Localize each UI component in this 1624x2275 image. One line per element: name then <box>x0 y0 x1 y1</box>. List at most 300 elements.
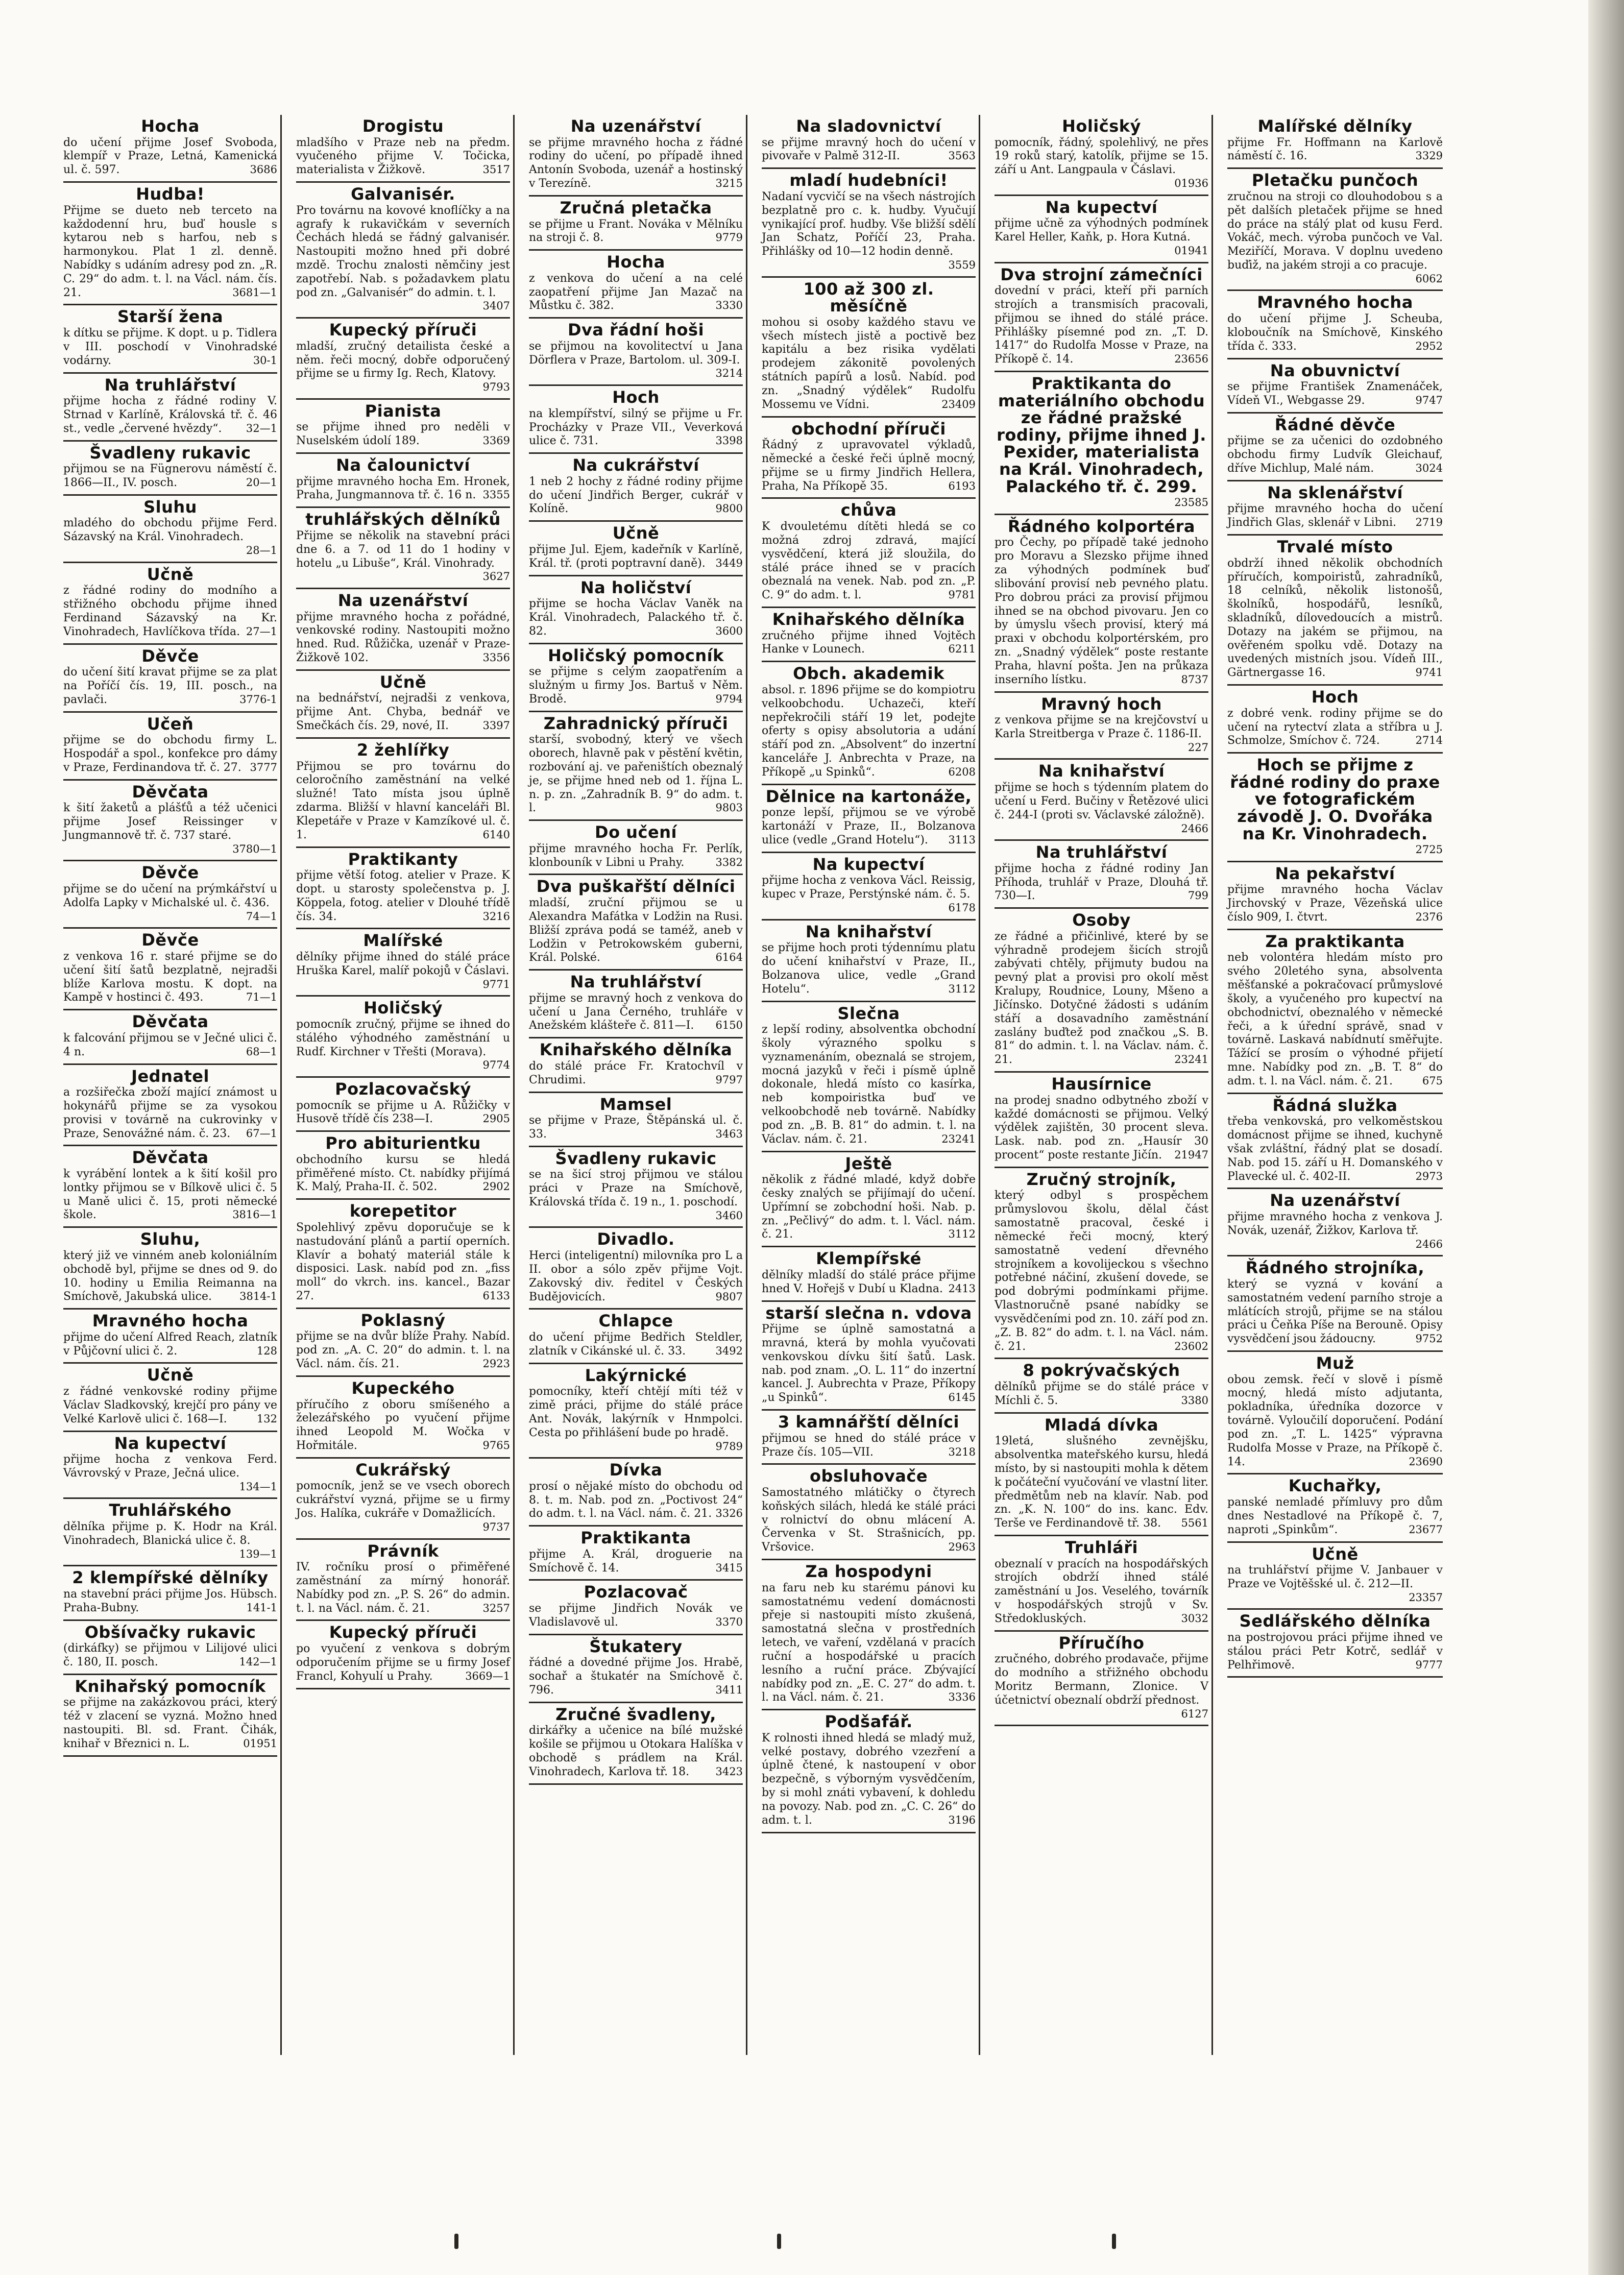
ad-heading: Řádná služka <box>1272 1095 1398 1115</box>
ad-text: přijme se hocha Václav Vaněk na Král. Vinohradech, Palackého tř. č. 82. <box>529 597 743 638</box>
ad-body <box>63 1168 277 1222</box>
ad-text: neb volontéra hledám místo pro svého 20letého syna, absolventa měšťanské a pokračovací průmyslové školy, a vyučeného pro kupectví na obchodnictví, obeznalého v německé řeči, a k úřední správě, snad v továrně. Laskavá nabídnutí směřujte. Tážící se prosím o výhodné přijetí mne. Nabídky pod zn. „B. T. 8“ do adm. t. l. na Václ. nám. č. 21. <box>1227 951 1443 1087</box>
ad-text: k dítku se přijme. K dopt. u p. Tidlera v III. poschodí v Vinohradské vodárny. <box>63 327 277 367</box>
classified-ad <box>296 1540 510 1621</box>
ad-body <box>296 611 510 665</box>
ad-number: 799 <box>1187 889 1208 902</box>
ad-heading: Učeň <box>147 714 194 734</box>
classified-ad <box>762 1152 976 1248</box>
classified-ad <box>762 115 976 169</box>
classified-ad <box>63 1621 277 1675</box>
classified-ad <box>1227 1352 1443 1474</box>
classified-ad <box>762 418 976 499</box>
ad-heading: Dva řádní hoši <box>567 320 705 340</box>
ad-text: do stálé práce Fr. Kratochvíl v Chrudimi. <box>529 1059 743 1086</box>
ad-text: absol. r. 1896 přijme se do kompiotru velkoobchodu. Uchazeči, kteří nepřekročili stáří 19 let, podejte oferty s opisy absolutoria a udání stáří pod zn. „Absolvent“ do inzertní kanceláře J. Anbrechta v Praze, na Příkopě „u Spinků“. <box>762 683 976 779</box>
ad-number: 9800 <box>715 502 743 515</box>
ad-number: 6133 <box>482 1290 510 1302</box>
ad-text: mladšího v Praze neb na předm. vyučeného přijme V. Točicka, materialista v Žižkově. <box>296 136 510 177</box>
classified-ad <box>529 1581 743 1635</box>
ad-number: 3196 <box>948 1813 976 1826</box>
classified-ad <box>296 1132 510 1200</box>
ad-number: 3355 <box>482 489 510 501</box>
ad-body <box>1227 557 1443 680</box>
ad-text: do učení přijme Josef Svoboda, klempíř v Praze, Letná, Kamenická ul. č. 597. <box>63 136 277 177</box>
ad-heading: Pletačku punčoch <box>1251 171 1419 190</box>
ad-heading: Sedlářského dělníka <box>1239 1611 1431 1631</box>
ad-number: 2413 <box>948 1282 976 1295</box>
ad-body <box>296 340 510 394</box>
ad-heading: Podšafář. <box>825 1712 913 1732</box>
ad-number: 9752 <box>1415 1333 1443 1345</box>
ad-body <box>529 1060 743 1087</box>
ad-body <box>995 1435 1208 1531</box>
ad-heading: Muž <box>1316 1353 1354 1373</box>
ad-number: 3336 <box>948 1691 976 1704</box>
ad-text: na stavební práci přijme Jos. Hübsch. Praha-Bubny. <box>63 1587 277 1614</box>
classified-ad <box>762 1002 976 1152</box>
ad-body <box>1227 136 1443 164</box>
ad-number: 3563 <box>948 150 976 162</box>
ad-number: 3257 <box>482 1602 510 1614</box>
ad-heading: Na kupectví <box>114 1433 227 1453</box>
ad-text: Samostatného mlátičky o čtyrech koňských silách, hledá ke stálé práci v rolnictví do obnu mlácení A. Červenka v St. Strašnicích, pp. Vršovice. <box>762 1486 976 1554</box>
ad-heading: Starší žena <box>117 307 224 327</box>
ad-number: 9803 <box>715 802 743 814</box>
ad-heading: Hoch <box>612 388 660 407</box>
classified-ad <box>63 442 277 496</box>
ad-text: příručího z oboru smíšeného a železářského po vyučení přijme ihned Leopold M. Wočka v Hořmitále. <box>296 1398 510 1452</box>
classified-ad <box>296 115 510 183</box>
ad-number: 67—1 <box>246 1127 277 1140</box>
ad-text: přijme mravného hocha Em. Hronek, Praha, Jungmannova tř. č. 16 n. <box>296 475 510 502</box>
ad-number: 3681—1 <box>232 286 277 299</box>
ad-body <box>995 1189 1208 1353</box>
ad-text: přijme mravného hocha Václav Jirchovský v Praze, Vězeňská ulice číslo 909, I. čtvrt. <box>1227 883 1443 924</box>
classified-ad <box>63 1010 277 1064</box>
ad-heading: Praktikanta <box>580 1528 691 1548</box>
ad-body <box>529 272 743 313</box>
ad-text: pomocník, řádný, spolehlivý, ne přes 19 roků starý, katolík, přijme se 15. září u Ant. Langpaula v Čáslavi. <box>995 136 1208 177</box>
ad-body <box>529 407 743 448</box>
ad-heading: Hoch se přijme z řádné rodiny do praxe ve fotografickém závodě J. O. Dvořáka na Kr. Vinohradech. <box>1230 755 1440 843</box>
ad-text: se přijmou na kovolitectví u Jana Dörflera v Praze, Bartolom. ul. 309-I. <box>529 340 743 367</box>
ad-body <box>296 760 510 842</box>
ad-number: 3517 <box>482 163 510 176</box>
ad-number: 5561 <box>1181 1517 1208 1530</box>
ad-heading: Pozlacovačský <box>335 1079 471 1099</box>
ad-heading: Za hospodyni <box>805 1562 932 1582</box>
ad-text: mladší, zruční přijmou se u Alexandra Mafátka v Lodžin na Rusi. Bližší zpráva podá se taméž, aneb v Lodžin v Petrokowském guberni, Král. Polské. <box>529 897 743 964</box>
ad-number: 23241 <box>941 1132 976 1145</box>
ad-text: IV. ročníku prosí o přiměřené zaměstnání za mírný honorář. Nabídky pod zn. „P. S. 26“ do admin. t. l. na Václ. nám. č. 21. <box>296 1561 510 1615</box>
ad-body <box>1227 312 1443 353</box>
ad-heading: Chlapce <box>598 1311 673 1331</box>
ad-number: 3411 <box>715 1683 743 1696</box>
classified-ad <box>63 496 277 563</box>
ad-heading: Na sklenářství <box>1267 482 1403 502</box>
ad-body <box>1227 380 1443 408</box>
ad-text: mladého do obchodu přijme Ferd. Sázavský na Král. Vinohradech. <box>63 517 277 544</box>
classified-ad <box>1227 686 1443 754</box>
ad-heading: Holičský <box>1062 116 1141 136</box>
ad-number: 6208 <box>948 765 976 778</box>
ad-heading: Mravného hocha <box>92 1311 249 1331</box>
ad-heading: Učně <box>1312 1544 1359 1564</box>
ad-number: 28—1 <box>246 544 277 557</box>
ad-number: 6062 <box>1415 272 1443 285</box>
classified-ad <box>529 875 743 971</box>
ad-body <box>296 1018 510 1072</box>
ad-body <box>995 781 1208 835</box>
ad-heading: Řádného kolportéra <box>1008 516 1195 536</box>
classified-ad <box>1227 414 1443 481</box>
classified-ad <box>995 115 1208 196</box>
ad-body <box>995 284 1208 367</box>
ad-body <box>529 842 743 870</box>
ad-text: se přijme Jindřich Novák ve Vladislavově ul. <box>529 1602 743 1629</box>
ad-body <box>296 951 510 990</box>
ad-body <box>1227 1278 1443 1346</box>
ad-body <box>762 1269 976 1296</box>
ad-text: na postrojovou práci přijme ihned ve stálou práci Petr Kotrč, sedlář v Pelhřimově. <box>1227 1631 1443 1672</box>
ad-body <box>296 421 510 448</box>
ad-body <box>296 1153 510 1194</box>
ad-number: 27—1 <box>246 625 277 638</box>
ad-body <box>63 584 277 639</box>
classified-ad <box>1227 1256 1443 1352</box>
ad-body <box>296 475 510 503</box>
ad-text: zručného přijme ihned Vojtěch Hanke v Lounech. <box>762 629 976 656</box>
classified-ad <box>296 589 510 671</box>
classified-ad <box>529 821 743 875</box>
ad-body <box>762 439 976 493</box>
classified-ad <box>995 1536 1208 1632</box>
ad-body <box>63 327 277 368</box>
ad-number: 3669—1 <box>465 1669 510 1682</box>
ad-heading: Holičský <box>363 998 443 1018</box>
classified-ad <box>1227 115 1443 169</box>
ad-number: 30-1 <box>253 354 277 367</box>
ad-body <box>762 941 976 996</box>
column-5 <box>991 115 1213 2055</box>
classified-ad <box>995 515 1208 693</box>
classified-ad <box>1227 1610 1443 1678</box>
ad-heading: Zručné švadleny, <box>555 1704 716 1724</box>
ad-body <box>529 1602 743 1630</box>
ad-number: 3463 <box>715 1127 743 1140</box>
classified-ad <box>63 1065 277 1147</box>
ad-number: 3423 <box>715 1765 743 1778</box>
ad-text: přijme se na dvůr blíže Prahy. Nabíd. pod zn. „A. C. 20“ do admin. t. l. na Václ. nám. čís. 21. <box>296 1330 510 1371</box>
ad-number: 9781 <box>948 589 976 601</box>
ad-body <box>63 1642 277 1669</box>
ad-body <box>995 1094 1208 1163</box>
ad-heading: Praktikanta do materiálního obchodu ze řádné pražské rodiny, přijme ihned J. Pexider, materialista na Král. Vinohradech, Palackého tř. č. 299. <box>997 374 1206 496</box>
ad-text: 19letá, slušného zevnějšku, absolventka mateřského kursu, hledá místo, by si nastoupiti mohla k dětem k počáteční vyučování ve vlastní liter. předmětům neb na klavír. Nab. pod zn. „K. N. 100“ do ins. kanc. Edv. Terše ve Ferdinandově tř. 38. <box>995 1435 1208 1530</box>
ad-body <box>762 190 976 271</box>
ad-text: panské nemladé přímluvy pro dům dnes Nestadlové na Příkopě č. 7, naproti „Spinkům“. <box>1227 1496 1443 1536</box>
ad-number: 3032 <box>1181 1612 1208 1625</box>
classified-ad <box>529 1703 743 1785</box>
classified-ad <box>296 319 510 400</box>
classified-ad <box>63 1499 277 1566</box>
ad-heading: Knihařského dělníka <box>772 610 965 630</box>
ad-body <box>63 950 277 1005</box>
classified-ad <box>63 781 277 862</box>
ad-heading: obsluhovače <box>809 1466 928 1486</box>
ad-text: se na šicí stroj přijmou ve stálou práci v Praze na Smíchově, Královská třída č. 19 n., 1. poschodí. <box>529 1168 743 1209</box>
ad-body <box>63 463 277 490</box>
ad-heading: 2 klempířské dělníky <box>72 1568 269 1588</box>
ad-number: 9765 <box>482 1439 510 1451</box>
ad-text: přijme A. Král, droguerie na Smíchově č. 14. <box>529 1547 743 1575</box>
classified-ad <box>529 712 743 821</box>
ad-number: 6150 <box>715 1019 743 1032</box>
classified-ad <box>63 1566 277 1620</box>
ad-text: přijme Jul. Ejem, kadeřník v Karlíně, Král. tř. (proti poptravní daně). <box>529 543 743 570</box>
ad-body <box>762 874 976 914</box>
ad-heading: Do učení <box>595 822 677 842</box>
ad-number: 3382 <box>715 856 743 868</box>
classified-ad <box>995 1168 1208 1360</box>
ad-text: Nadaní vycvičí se na všech nástrojích bezplatně pro c. k. hudby. Vyučují vynikající prof. hudby. Vše bližší sdělí Jan Schatz, Poříčí 23, Praha. Přihlášky od 10—12 hodin denně. <box>762 190 976 258</box>
ad-heading: Mladá dívka <box>1044 1415 1159 1435</box>
classified-ad <box>762 1411 976 1465</box>
ad-body <box>762 806 976 847</box>
ad-text: na prodej snadno odbytného zboží v každé domácnosti se přijmou. Velký výdělek zajištěn, 30 procent sleva. Lask. nab. pod zn. „Hausír 30 procent“ poste restante Jičín. <box>995 1094 1208 1161</box>
ad-body <box>63 1249 277 1304</box>
ad-number: 3449 <box>715 556 743 569</box>
ad-text: obeznalí v pracích na hospodářských strojích obdrží ihned stálé zaměstnání u Jos. Veselého, továrník v hospodářských strojů v Sv. Středokluských. <box>995 1557 1208 1625</box>
classified-ad <box>296 1621 510 1689</box>
ad-text: mohou si osoby každého stavu ve všech místech jistě a poctivě bez kapitálu a bez risika vydělati prodejem zákonitě povolených státních papírů a losů. Nabíd. pod zn. „Snadný výdělek“ Rudolfu Mossemu ve Vídni. <box>762 316 976 411</box>
ad-heading: Trvalé místo <box>1277 537 1393 557</box>
ad-number: 3218 <box>948 1445 976 1458</box>
ad-number: 6193 <box>948 479 976 492</box>
ad-text: dělníky mladší do stálé práce přijme hned V. Hořejš v Dubí u Kladna. <box>762 1268 976 1295</box>
classified-ad <box>762 921 976 1002</box>
ad-body <box>529 1480 743 1521</box>
ad-text: pomocníky, kteří chtějí míti též v zimě práci, přijme do stálé práce Ant. Novák, lakýrník v Hnmpolci. Cesta po přihlášení bude po hradě. <box>529 1385 743 1439</box>
ad-heading: Za praktikanta <box>1265 931 1405 951</box>
classified-ad <box>63 1364 277 1432</box>
classified-ad <box>529 115 743 197</box>
ad-body <box>762 316 976 412</box>
classified-ad <box>1227 291 1443 359</box>
ad-body <box>296 136 510 177</box>
ad-body <box>762 1486 976 1555</box>
ad-body <box>1227 1373 1443 1469</box>
ad-number: 3326 <box>715 1507 743 1520</box>
ad-number: 23241 <box>1174 1053 1208 1066</box>
ad-number: 3627 <box>482 570 510 583</box>
classified-ad <box>529 251 743 319</box>
classified-ad <box>296 1309 510 1377</box>
ad-number: 23656 <box>1174 353 1208 366</box>
ad-heading: Dělnice na kartonáže, <box>765 786 972 806</box>
ad-number: 3330 <box>715 299 743 312</box>
classified-ad <box>762 853 976 921</box>
ad-text: pomocník, jenž se ve vsech oborech cukrářství vyzná, přijme se u firmy Jos. Halíka, cukráře v Domažlicích. <box>296 1480 510 1520</box>
classified-ad <box>296 997 510 1078</box>
ad-body <box>529 1249 743 1304</box>
ad-text: obou zemsk. řečí v slově i písmě mocný, hledá místo adjutanta, pokladníka, úředníka dozorce v továrně. Vyloučilí doporučení. Podání pod zn. „T. L. 1425“ výpravna Rudolfa Mosse v Praze, na Příkopě č. 14. <box>1227 1373 1443 1468</box>
ad-heading: Poklasný <box>360 1310 446 1330</box>
classified-ad <box>762 1302 976 1411</box>
ad-heading: Obch. akademik <box>793 664 944 684</box>
ad-text: se přijme s celým zaopatřením a služným u firmy Jos. Bartuš v Něm. Brodě. <box>529 665 743 706</box>
ad-heading: Právník <box>367 1541 439 1561</box>
ad-heading: Učně <box>612 523 660 543</box>
ad-text: přijme se mravný hoch z venkova do učení u Jana Černého, truhláře v Anežském klášteře č. 811—I. <box>529 991 743 1032</box>
ad-heading: Knihařský pomocník <box>75 1676 266 1696</box>
ad-number: 3816—1 <box>232 1208 277 1221</box>
ad-number: 3600 <box>715 624 743 637</box>
classified-ad <box>63 1675 277 1757</box>
ad-text: dirkářky a učenice na bílé mužské košile se přijmou u Otokara Halíška v obchodě s prádlem na Král. Vinohradech, Karlova tř. 18. <box>529 1724 743 1778</box>
ad-number: 2923 <box>482 1358 510 1370</box>
ad-body <box>762 684 976 780</box>
classified-ad <box>529 454 743 522</box>
ad-heading: Lakýrnické <box>585 1365 687 1385</box>
ad-heading: 8 pokrývačských <box>1023 1361 1180 1381</box>
classified-ad <box>1227 1189 1443 1256</box>
classified-ad <box>995 1632 1208 1727</box>
ad-text: se přijme hoch proti týdennímu platu do učení knihařství v Praze, II., Bolzanova ulice, vedle „Grand Hotelu“. <box>762 941 976 996</box>
ad-heading: 2 žehlířky <box>356 740 450 760</box>
ad-text: dovední v práci, kteří při parních strojích a transmisích pracovali, přijmou se ihned do stálé práce. Přihlášky písemné pod zn. „T. D. 1417“ do Rudolfa Mosse v Praze, na Příkopě č. 14. <box>995 284 1208 366</box>
ad-heading: Na truhlářství <box>570 972 702 992</box>
ad-number: 6178 <box>948 902 976 914</box>
classified-ad <box>63 1310 277 1364</box>
ad-body <box>762 1582 976 1705</box>
ad-number: 01941 <box>1174 244 1208 257</box>
classified-ad <box>529 1228 743 1310</box>
ad-heading: Na uzenářství <box>1270 1191 1400 1211</box>
ad-number: 2466 <box>1181 822 1208 835</box>
ad-text: třeba venkovská, pro velkoměstskou domácnost přijme se ihned, kuchyně však zvláštní, řádný plat se dosadí. Nab. pod 15. září u H. Domanského v Plavecké ul. č. 402-II. <box>1227 1115 1443 1183</box>
ad-body <box>995 1558 1208 1626</box>
ad-number: 132 <box>256 1412 277 1425</box>
ad-number: 3460 <box>715 1209 743 1222</box>
ad-heading: Jednatel <box>131 1066 209 1086</box>
ad-body <box>296 1330 510 1371</box>
classified-ad <box>762 499 976 608</box>
ad-body <box>63 1520 277 1560</box>
ad-number: 21947 <box>1174 1148 1208 1161</box>
ad-body <box>63 204 277 300</box>
ad-text: na bednářství, nejradši z venkova, přijme Ant. Chyba, bednář ve Smečkách čís. 29, nové, II. <box>296 692 510 733</box>
ad-text: Přijme se dueto neb terceto na každodenní hru, buď housle s kytarou neb s harfou, neb s harmonykou. Plat 1 zl. denně. Nabídky s udáním adresy pod zn. „R. C. 29“ do adm. t. l. na Václ. nám. čís. 21. <box>63 204 277 299</box>
ad-heading: Na truhlářství <box>1035 842 1168 862</box>
ad-body <box>995 136 1208 190</box>
ad-text: prosí o nějaké místo do obchodu od 8. t. m. Nab. pod zn. „Poctivost 24“ do adm. t. l. na Václ. nám. č. 21. <box>529 1480 743 1520</box>
column-2 <box>293 115 515 2055</box>
classified-ad <box>529 1310 743 1364</box>
ad-body <box>63 1032 277 1059</box>
ad-body <box>1227 1496 1443 1537</box>
ad-heading: Na truhlářství <box>104 375 236 395</box>
ad-heading: starší slečna n. vdova <box>765 1303 972 1323</box>
classified-ad <box>529 1364 743 1459</box>
ad-text: dělníků přijme se do stálé práce v Míchli č. 5. <box>995 1380 1208 1407</box>
ad-heading: Pianista <box>365 401 442 421</box>
ad-number: 01936 <box>1174 177 1208 190</box>
ad-number: 9807 <box>715 1290 743 1303</box>
ad-number: 3356 <box>482 651 510 664</box>
ad-heading: Kupecký příruči <box>329 1623 477 1642</box>
classified-ad <box>995 909 1208 1073</box>
ad-body <box>296 1099 510 1127</box>
ad-body <box>1227 951 1443 1088</box>
classified-ad <box>529 971 743 1038</box>
ad-number: 23602 <box>1174 1340 1208 1352</box>
ad-body <box>63 395 277 435</box>
bottom-mark <box>1112 2234 1116 2249</box>
ad-heading: Truhlářského <box>109 1500 232 1520</box>
ad-heading: Pozlacovač <box>584 1582 688 1602</box>
classified-ad <box>529 197 743 251</box>
ad-text: se přijme mravného hocha z řádné rodiny do učení, po případě ihned Antonín Svoboda, uzenář a hostinský v Terezíně. <box>529 136 743 190</box>
ad-text: Herci (inteligentní) milovníka pro L a II. obor a sólo zpěv přijme Vojt. Zakovský div. ředitel v Českých Budějovicích. <box>529 1249 743 1303</box>
ad-number: 6211 <box>948 643 976 656</box>
ad-heading: Na kupectví <box>812 854 925 874</box>
classified-ad <box>1227 754 1443 862</box>
classified-ad <box>762 1560 976 1710</box>
ad-text: řádné a dovedné přijme Jos. Hrabě, sochař a štukatér na Smíchově č. 796. <box>529 1656 743 1697</box>
ad-text: na truhlářství přijme V. Janbauer v Praze ve Vojtěšské ul. č. 212—II. <box>1227 1564 1443 1590</box>
ad-number: 3380 <box>1181 1394 1208 1407</box>
ad-text: který odbyl s prospěchem průmyslovou školu, dělal část samostatně pracoval, české i německé řeči mocný, který samostatně vedení dřevného strojníkem a kovolijeckou s všechno potřebné náčiní, zkušení dovede, se pod dobrými podmínkami přijme. Vlastnoručně psané nabídky se vysvědčeními pod zn. 10. září pod zn. „Z. B. 82“ do adm. t. l. na Václ. nám. č. 21. <box>995 1189 1208 1353</box>
classified-ad <box>63 374 277 442</box>
ad-number: 2466 <box>1415 1238 1443 1250</box>
ad-heading: Na knihařství <box>805 922 932 941</box>
ad-body <box>995 930 1208 1067</box>
ad-number: 227 <box>1187 741 1208 754</box>
ad-body <box>762 520 976 602</box>
ad-number: 675 <box>1422 1074 1443 1087</box>
ad-number: 71—1 <box>246 991 277 1004</box>
ad-heading: Řádného strojníka, <box>1245 1258 1425 1278</box>
ad-number: 3777 <box>250 761 277 773</box>
ad-text: přijme se do obchodu firmy L. Hospodář a spol., konfekce pro dámy v Praze, Ferdinandova tř. č. 27. <box>63 734 277 774</box>
ad-body <box>1227 707 1443 748</box>
ad-number: 9747 <box>1415 394 1443 406</box>
classified-ad <box>529 576 743 644</box>
ad-body <box>63 1588 277 1615</box>
ad-body <box>63 1453 277 1493</box>
ad-body <box>995 1381 1208 1408</box>
ad-text: přijme mravného hocha Fr. Perlík, klonbouník v Libni u Prahy. <box>529 842 743 869</box>
column-3 <box>526 115 747 2055</box>
ad-text: přijme hocha z venkova Ferd. Vávrovský v Praze, Ječná ulice. <box>63 1453 277 1480</box>
ad-number: 6164 <box>715 951 743 964</box>
ad-text: se přijme v Praze, Štěpánská ul. č. 33. <box>529 1114 743 1141</box>
classified-ad <box>529 1527 743 1581</box>
ad-number: 3112 <box>948 982 976 995</box>
ad-text: zručného, dobrého prodavače, přijme do modního a střižného obchodu Moritz Bermann, Zlonice. V účetnictví obeznalí obdrží přednost. <box>995 1653 1208 1707</box>
ad-text: dělníky přijme ihned do stálé práce Hruška Karel, malíř pokojů v Čáslavi. <box>296 951 510 977</box>
ad-body <box>762 136 976 164</box>
ad-text: z venkova 16 r. staré přijme se do učení šití šatů bezplatně, nejradši blíže Karlova mostu. K dopt. na Kampě v hostinci č. 493. <box>63 950 277 1004</box>
ad-heading: Kupeckého <box>351 1378 455 1398</box>
ad-heading: Zručný strojník, <box>1026 1169 1177 1189</box>
classified-ad <box>762 1247 976 1301</box>
ad-body <box>63 1696 277 1751</box>
ad-text: z řádné venkovské rodiny přijme Václav Sladkovský, krejčí pro pány ve Velké Karlově ulici č. 168—I. <box>63 1385 277 1425</box>
ad-body <box>995 1653 1208 1720</box>
